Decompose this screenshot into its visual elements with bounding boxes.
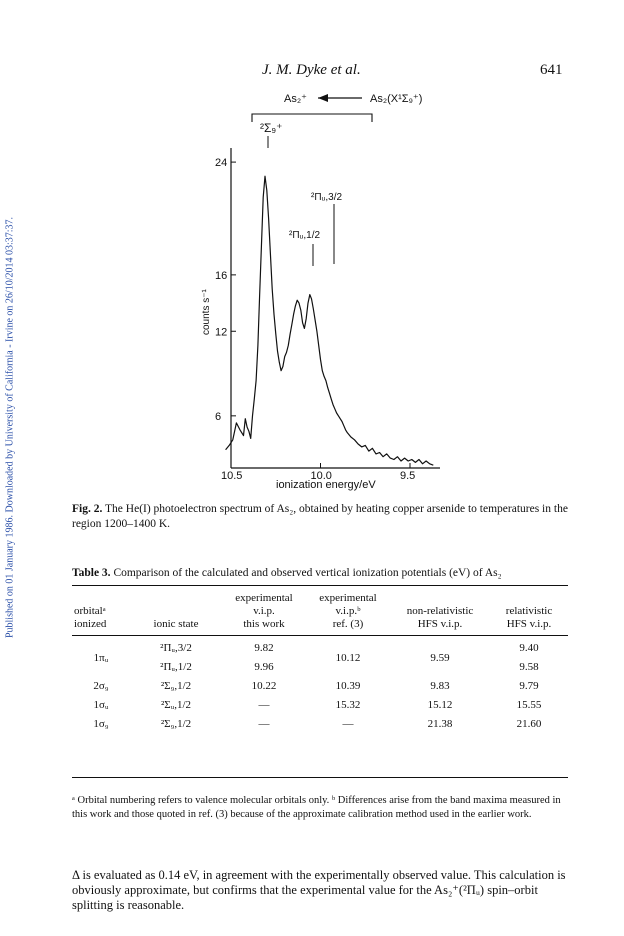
body-paragraph: Δ is evaluated as 0.14 eV, in agreement with the experimentally observed value. This calculation is obviously approximate, but confirms that the experimental value for the As₂⁺(²Πᵤ) spin–orbit splitting is reasonable. — [72, 868, 566, 912]
y-tick-label: 16 — [215, 269, 228, 282]
y-tick-label: 12 — [215, 326, 228, 339]
table-row: 1σ₉ ²Σ₉,1/2 — — 21.38 21.60 — [93, 718, 542, 730]
state-label-pi32: ²Πᵤ,3/2 — [311, 192, 343, 203]
y-tick-label: 6 — [215, 410, 222, 423]
table-footnote: ᵃ Orbital numbering refers to valence molecular orbitals only. ᵇ Differences arise from the band maxima measured in this work and those quoted in ref. (3) because of the approximate calibration method used in the earlier work. — [72, 795, 561, 820]
table-title — [72, 567, 502, 579]
col-header-rel: relativistic HFS v.i.p. — [505, 605, 553, 630]
x-tick-label: 10.0 — [310, 470, 332, 482]
table-row: 1πᵤ ²Πᵤ,3/2 9.82 10.12 9.59 9.40 — [93, 642, 539, 664]
table-top-rule — [72, 585, 568, 586]
y-axis-label: counts s⁻¹ — [201, 289, 212, 335]
state-label-sigma: ²Σ₉⁺ — [260, 121, 283, 135]
y-tick-label: 24 — [215, 157, 228, 170]
table-header-row — [72, 588, 568, 633]
ionization-arrowhead — [318, 94, 328, 102]
cation-label: As₂⁺ — [284, 93, 307, 105]
ionization-potential-table — [72, 588, 568, 734]
col-header-ionic-state: ionic state — [153, 618, 199, 630]
download-watermark-text: Published on 01 January 1986. Downloaded by University of California - Irvine on 26/10/2014 03:37:37. — [4, 216, 16, 639]
x-axis-label: ionization energy/eV — [276, 479, 376, 491]
col-header-orbital: orbitalᵃ ionized — [74, 605, 107, 630]
spectrum-series-line — [226, 176, 434, 465]
table-row: 1σᵤ ²Σᵤ,1/2 — 15.32 15.12 15.55 — [93, 699, 542, 711]
page-number: 641 — [540, 62, 563, 78]
table-title-text: Comparison of the calculated and observed vertical ionization potentials (eV) of As₂ — [110, 567, 502, 579]
neutral-label: As₂(X¹Σ₉⁺) — [370, 93, 423, 105]
figure-caption-text: The He(I) photoelectron spectrum of As₂, obtained by heating copper arsenide to temperatures in the region 1200–1400 K. — [72, 503, 568, 530]
x-tick-label: 9.5 — [400, 470, 416, 482]
table-row: ²Πᵤ,1/2 9.96 9.58 — [160, 661, 539, 673]
figure-caption-label: Fig. 2. — [72, 503, 103, 515]
col-header-nonrel: non-relativistic HFS v.i.p. — [406, 605, 474, 630]
figure-caption — [72, 502, 572, 532]
col-header-exp-this-work: experimental v.i.p. this work — [235, 592, 293, 630]
col-header-exp-ref: experimental v.i.p.ᵇ ref. (3) — [319, 592, 377, 630]
table-bottom-rule — [72, 777, 568, 778]
state-label-pi12: ²Πᵤ,1/2 — [289, 230, 321, 241]
x-tick-label: 10.5 — [221, 470, 243, 482]
table-title-label: Table 3. — [72, 567, 111, 579]
running-header-authors: J. M. Dyke et al. — [262, 62, 361, 78]
table-row: 2σ₉ ²Σ₉,1/2 10.22 10.39 9.83 9.79 — [93, 680, 539, 692]
